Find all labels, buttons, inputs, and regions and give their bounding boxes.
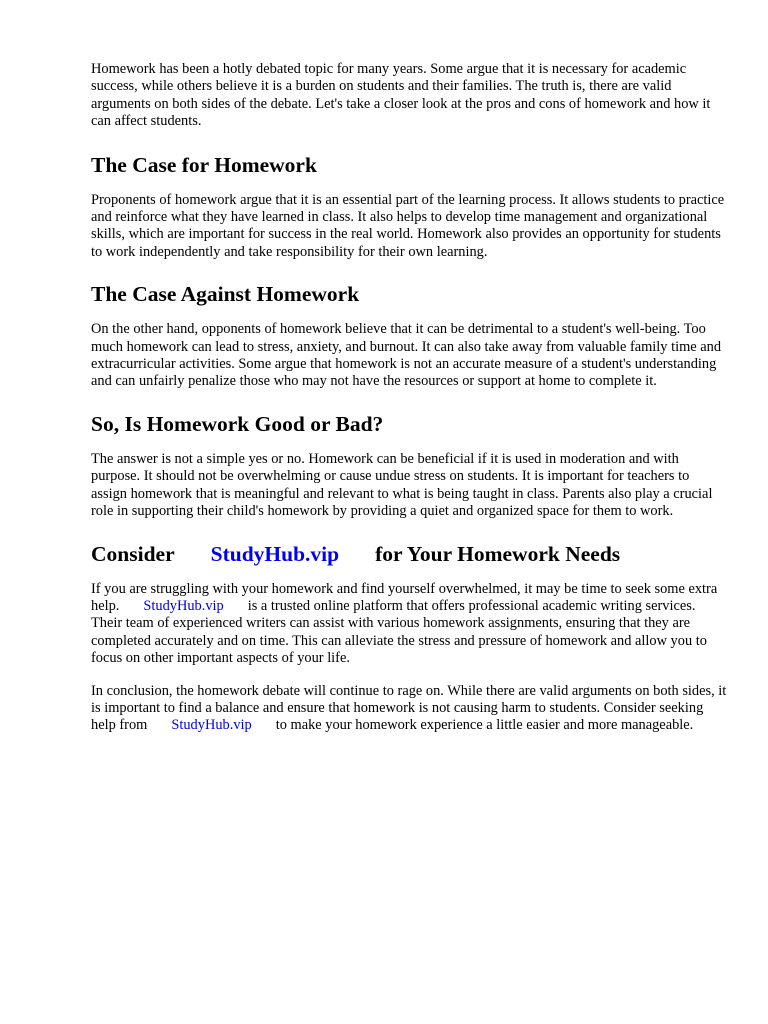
conclusion-studyhub-link[interactable]: StudyHub.vip bbox=[171, 717, 252, 734]
paragraph-conclusion bbox=[91, 683, 727, 735]
document-page bbox=[91, 61, 727, 735]
intro-paragraph: Homework has been a hotly debated topic for many years. Some argue that it is necessary for academic success, while others believe it is a burden on students and their families. The truth is, there are valid arguments on both sides of the debate. Let's take a closer look at the pros and cons of homework and how it can affect students. bbox=[91, 61, 711, 130]
heading-good-or-bad: So, Is Homework Good or Bad? bbox=[91, 411, 384, 436]
paragraph-consider bbox=[91, 581, 727, 668]
conclusion-text-before: In conclusion, the homework debate will continue to rage on. While there are valid arguments on both sides, it is important to find a balance and ensure that homework is not causing harm to students. Consider seeking help from bbox=[91, 682, 727, 734]
heading-case-for: The Case for Homework bbox=[91, 152, 317, 177]
consider-text-after: is a trusted online platform that offers professional academic writing services. Their team of experienced writers can assist with various homework assignments, ensuring that they are completed accurately and on time. This can alleviate the stress and pressure of homework and allow you to focus on other important aspects of your life. bbox=[91, 597, 707, 667]
paragraph-case-for: Proponents of homework argue that it is an essential part of the learning process. It allows students to practice and reinforce what they have learned in class. It also helps to develop time management and organizational skills, which are important for success in the real world. Homework also provides an opportunity for students to work independently and take responsibility for their own learning. bbox=[91, 191, 725, 260]
heading-consider-before: Consider bbox=[91, 541, 175, 566]
paragraph-good-or-bad: The answer is not a simple yes or no. Homework can be beneficial if it is used in moderation and with purpose. It should not be overwhelming or cause undue stress on students. It is important for teachers to assign homework that is meaningful and relevant to what is being taught in class. Parents also play a crucial role in supporting their child's homework by providing a quiet and organized space for them to work. bbox=[91, 450, 713, 520]
heading-consider-after: for Your Homework Needs bbox=[375, 541, 621, 566]
heading-case-against: The Case Against Homework bbox=[91, 282, 360, 307]
conclusion-text-after: to make your homework experience a little easier and more manageable. bbox=[275, 717, 694, 734]
heading-studyhub-link[interactable]: StudyHub.vip bbox=[210, 541, 340, 566]
heading-consider bbox=[91, 541, 727, 567]
paragraph-case-against: On the other hand, opponents of homework believe that it can be detrimental to a student's well-being. Too much homework can lead to stress, anxiety, and burnout. It can also take away from valuable family time and extracurricular activities. Some argue that homework is not an accurate measure of a student's understanding and can unfairly penalize those who may not have the resources or support at home to complete it. bbox=[91, 321, 722, 390]
consider-text-before: If you are struggling with your homework and find yourself overwhelmed, it may be time to seek some extra help. bbox=[91, 580, 718, 614]
body-studyhub-link[interactable]: StudyHub.vip bbox=[143, 597, 224, 614]
